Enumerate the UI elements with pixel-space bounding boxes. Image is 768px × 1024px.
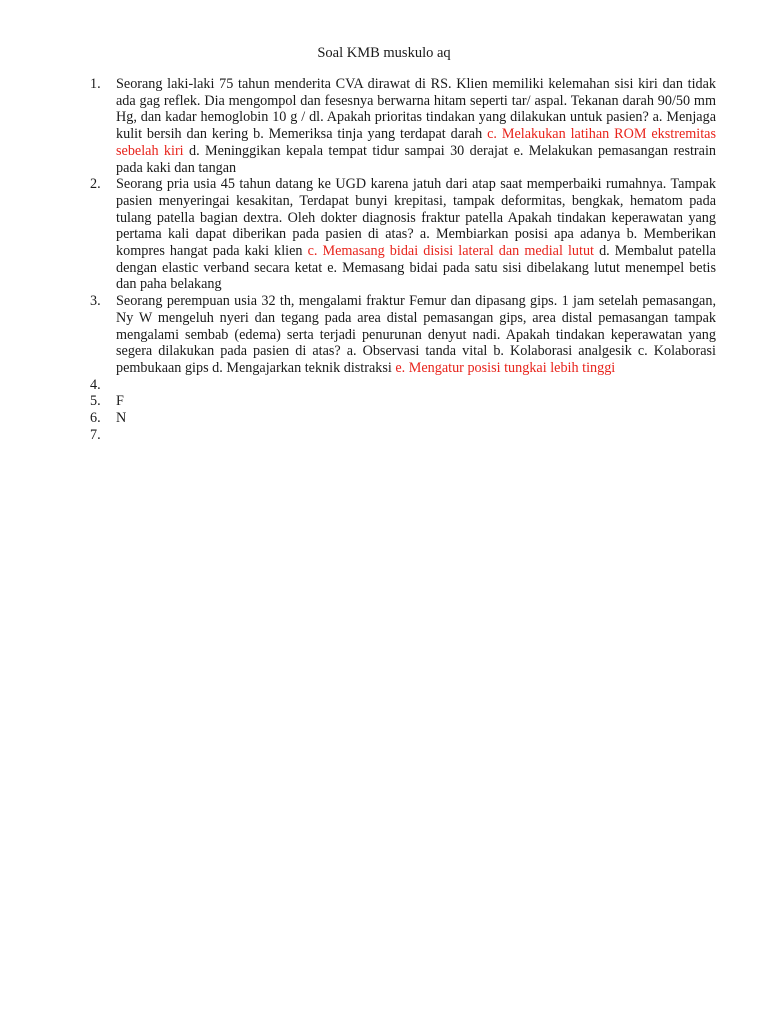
question-item-4 — [90, 377, 716, 394]
question-body: Seorang pria usia 45 tahun datang ke UGD karena jatuh dari atap saat memperbaiki rumahnya. Tampak pasien menyeringai kesakitan, Terdapat bunyi krepitasi, tampak deformitas, bengkak, hematom pada tulang patella bagian dextra. Oleh dokter diagnosis fraktur patella Apakah tindakan keperawatan yang pertama kali dapat diberikan pada pasien di atas? a. Membiarkan posisi apa adanya b. Memberikan kompres hangat pada kaki klien — [116, 176, 716, 260]
question-number: 4. — [90, 376, 101, 393]
question-item-7 — [90, 427, 716, 444]
document-title: Soal KMB muskulo aq — [317, 45, 451, 61]
question-remaining-options: d. Meninggikan kepala tempat tidur sampai 30 derajat e. Melakukan pemasangan restrain pada kaki dan tangan — [116, 142, 716, 176]
question-number: 3. — [90, 293, 101, 310]
question-item-3 — [90, 293, 716, 377]
question-text: N — [116, 410, 127, 427]
question-number: 7. — [90, 426, 101, 443]
question-number: 1. — [90, 76, 101, 92]
question-item-2 — [90, 176, 716, 293]
question-list — [90, 76, 716, 443]
question-remaining-options: d. Membalut patella dengan elastic verband secara ketat e. Memasang bidai pada satu sisi dibelakang lutut menempel betis dan paha belakang — [116, 243, 716, 293]
question-number: 2. — [90, 176, 101, 193]
question-item-5 — [90, 393, 716, 410]
question-body: Seorang perempuan usia 32 th, mengalami fraktur Femur dan dipasang gips. 1 jam setelah pemasangan, Ny W mengeluh nyeri dan tegang pada area distal pemasangan gips, area distal pemasangan tampak mengalami sembab (edema) serta terjadi penurunan denyut nadi. Apakah tindakan keperawatan yang segera dilakukan pada pasien di atas? a. Observasi tanda vital b. Kolaborasi analgesik c. Kolaborasi pembukaan gips d. Mengajarkan teknik distraksi — [116, 293, 716, 376]
question-text — [116, 76, 716, 176]
answer-highlight: c. Melakukan latihan ROM ekstremitas sebelah kiri — [116, 126, 716, 159]
question-number: 5. — [90, 393, 101, 410]
question-number: 6. — [90, 410, 101, 427]
question-text: F — [116, 393, 124, 410]
question-text — [116, 293, 716, 377]
question-body: Seorang laki-laki 75 tahun menderita CVA dirawat di RS. Klien memiliki kelemahan sisi kiri dan tidak ada gag reflek. Dia mengompol dan fesesnya berwarna hitam seperti tar/ aspal. Tekanan darah 90/50 mm Hg, dan kadar hemoglobin 10 g / dl. Apakah prioritas tindakan yang dilakukan untuk pasien? a. Menjaga kulit bersih dan kering b. Memeriksa tinja yang terdapat darah — [116, 76, 716, 143]
question-text — [116, 176, 716, 293]
question-item-6 — [90, 410, 716, 427]
question-item-1 — [90, 76, 716, 176]
answer-highlight: e. Mengatur posisi tungkai lebih tinggi — [395, 359, 616, 376]
answer-highlight: c. Memasang bidai disisi lateral dan medial lutut — [307, 243, 594, 260]
